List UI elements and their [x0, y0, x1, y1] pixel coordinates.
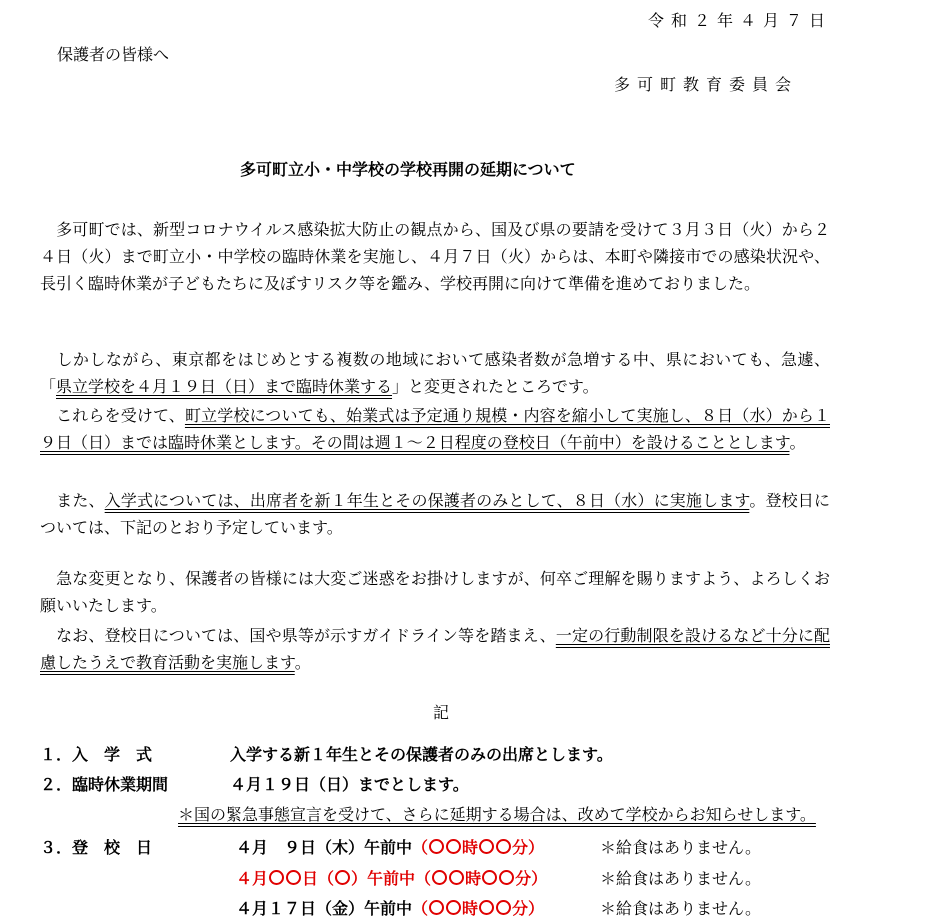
paragraph-4-text-b: 。登校日については、下記のとおり予定しています。: [40, 491, 830, 537]
paragraph-3: [40, 402, 830, 456]
paragraph-2-text-b: 」と変更されたところです。: [392, 377, 599, 396]
paragraph-6-text-a: なお、登校日については、国や県等が示すガイドライン等を踏まえ、: [56, 626, 556, 645]
paragraph-4-underlined: 入学式については、出席者を新１年生とその保護者のみとして、８日（水）に実施します: [104, 491, 750, 510]
paragraph-6-text-b: 。: [294, 653, 311, 672]
placeholder-circle: [496, 839, 511, 854]
paragraph-5-text: 急な変更となり、保護者の皆様には大変ご迷惑をお掛けしますが、何卒ご理解を賜りますよう、よろしくお願いいたします。: [40, 569, 830, 615]
placeholder-circle: [429, 839, 444, 854]
item-1-value: 入学する新１年生とその保護者のみの出席とします。: [230, 745, 613, 764]
paragraph-3-text-a: これらを受けて、: [56, 406, 185, 425]
item-1-label: １．入 学 式: [40, 745, 153, 764]
paragraph-4-text-a: また、: [56, 491, 105, 510]
placeholder-circle: [479, 839, 494, 854]
document-title: 多可町立小・中学校の学校再開の延期について: [240, 160, 576, 179]
sender: 多可町教育委員会: [614, 75, 799, 94]
school-day-3: [236, 896, 544, 919]
school-day-3-date: ４月１７日（金）午前中: [236, 899, 413, 918]
placeholder-circle: [449, 870, 464, 885]
time-minute: 分）: [515, 869, 548, 888]
school-day-2-time: [415, 869, 547, 888]
paragraph-2: [40, 346, 830, 400]
time-open: （: [412, 899, 429, 918]
placeholder-circle: [446, 839, 461, 854]
school-day-2-date: [236, 869, 415, 888]
paragraph-6-underlined: 一定の行動制限を設けるなど十分に配慮したうえで教育活動を実施します: [40, 626, 830, 672]
placeholder-circle: [499, 870, 514, 885]
time-minute: 分）: [512, 838, 545, 857]
placeholder-circle: [446, 900, 461, 915]
paragraph-2-underlined: 県立学校を４月１９日（日）まで臨時休業する: [56, 377, 393, 396]
ki-heading: 記: [433, 703, 450, 722]
item-entrance-ceremony: [40, 742, 613, 765]
extension-note: ＊国の緊急事態宣言を受けて、さらに延期する場合は、改めて学校からお知らせします。: [178, 805, 816, 824]
school-day-3-time: [412, 899, 544, 918]
time-hour: 時: [462, 838, 479, 857]
item-2-label: ２．臨時休業期間: [40, 775, 169, 794]
school-day-1-date: ４月 ９日（木）午前中: [236, 838, 413, 857]
item-3-label: ３．登 校 日: [40, 838, 153, 857]
placeholder-circle: [496, 900, 511, 915]
placeholder-circle: [335, 870, 350, 885]
school-day-3-lunch-note: ＊給食はありません。: [600, 899, 761, 918]
paragraph-1: [40, 216, 830, 297]
school-day-2: [236, 866, 547, 889]
school-day-1-time: [412, 838, 544, 857]
item-2-value: ４月１９日（日）までとします。: [230, 775, 469, 794]
placeholder-circle: [269, 870, 284, 885]
placeholder-circle: [432, 870, 447, 885]
item-school-days: [40, 835, 152, 858]
time-hour: 時: [462, 899, 479, 918]
placeholder-circle: [482, 870, 497, 885]
placeholder-circle: [429, 900, 444, 915]
placeholder-circle: [479, 900, 494, 915]
paragraph-3-underlined: 町立学校についても、始業式は予定通り規模・内容を縮小して実施し、８日（水）から１９日（日）までは臨時休業とします。その間は週１～２日程度の登校日（午前中）を設けることとします: [40, 406, 830, 452]
school-day-1: [236, 835, 544, 858]
time-open: （: [412, 838, 429, 857]
time-minute: 分）: [512, 899, 545, 918]
addressee: 保護者の皆様へ: [57, 45, 170, 64]
time-hour: 時: [465, 869, 482, 888]
date-suffix: ）午前中: [351, 869, 416, 888]
school-day-1-lunch-note: ＊給食はありません。: [600, 838, 761, 857]
date-day: 日（: [302, 869, 335, 888]
school-day-2-lunch-note: ＊給食はありません。: [600, 869, 761, 888]
paragraph-5: [40, 565, 830, 619]
time-open: （: [415, 869, 432, 888]
paragraph-3-text-b: 。: [789, 433, 806, 452]
item-closure-period: [40, 772, 469, 795]
document-date: 令和２年４月７日: [648, 11, 833, 30]
paragraph-2-text-a: しかしながら、東京都をはじめとする複数の地域において感染者数が急増する中、県においても、急遽、「: [40, 350, 830, 396]
placeholder-circle: [286, 870, 301, 885]
paragraph-6: [40, 622, 830, 676]
date-month: ４月: [236, 869, 269, 888]
paragraph-4: [40, 487, 830, 541]
paragraph-1-text: 多可町では、新型コロナウイルス感染拡大防止の観点から、国及び県の要請を受けて３月３日（火）から２４日（火）まで町立小・中学校の臨時休業を実施し、４月７日（火）からは、本町や隣接市での感染状況や、長引く臨時休業が子どもたちに及ぼすリスク等を鑑み、学校再開に向けて準備を進めておりました。: [40, 220, 830, 293]
